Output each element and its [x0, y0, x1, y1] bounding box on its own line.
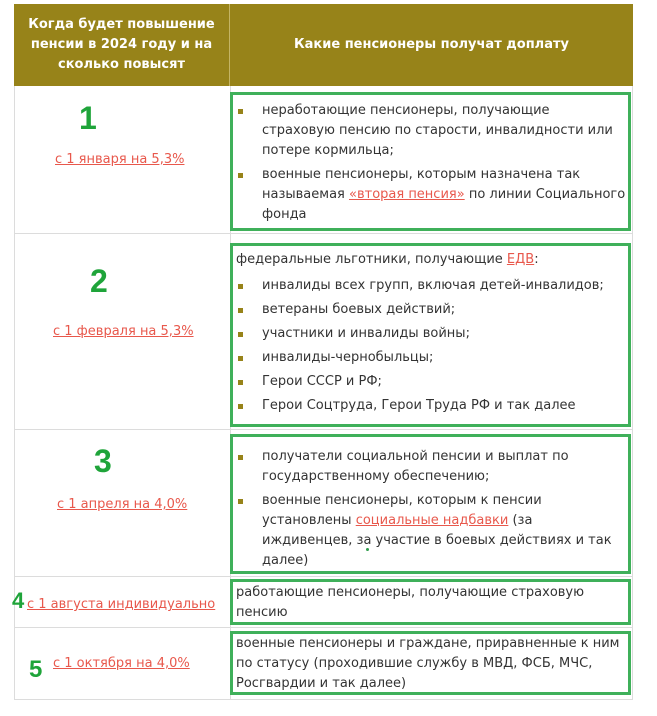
row-number: 3 — [94, 443, 112, 479]
list-item: неработающие пенсионеры, получающие страховую пенсию по старости, инвалидности или потере кормильца; — [236, 101, 626, 161]
list-item: военные пенсионеры, которым назначена так называемая «вторая пенсия» по линии Социального фонда — [236, 165, 626, 225]
row-content — [236, 250, 626, 416]
list-item: получатели социальной пенсии и выплат по государственному обеспечению; — [236, 447, 626, 487]
edv-link[interactable]: ЕДВ — [506, 252, 535, 267]
row-content — [236, 101, 626, 225]
list-item: военные пенсионеры, которым к пенсии установлены социальные надбавки (за иждивенцев, за участие в боевых действиях и так далее) — [236, 491, 626, 571]
date-link[interactable]: с 1 апреля на 4,0% — [57, 497, 188, 512]
list-item: Герои СССР и РФ; — [236, 372, 626, 392]
list-item: участники и инвалиды войны; — [236, 324, 626, 344]
date-link[interactable]: с 1 февраля на 5,3% — [53, 324, 194, 339]
row-content: работающие пенсионеры, получающие страховую пенсию — [236, 585, 585, 620]
social-allowances-link[interactable]: социальные надбавки — [355, 513, 509, 528]
table-header — [14, 4, 633, 86]
row-content: военные пенсионеры и граждане, приравненные к ним по статусу (проходившие службу в МВД, ФСБ, МЧС, Росгвардии и так далее) — [236, 636, 620, 691]
stray-dot — [366, 548, 369, 551]
list-item: Герои Соцтруда, Герои Труда РФ и так далее — [236, 396, 626, 416]
date-link[interactable]: с 1 января на 5,3% — [55, 152, 185, 167]
row-number: 1 — [79, 100, 97, 136]
intro-text: федеральные льготники, получающие ЕДВ: — [236, 252, 539, 267]
list-item: ветераны боевых действий; — [236, 300, 626, 320]
header-who: Какие пенсионеры получат доплату — [229, 4, 633, 86]
list-item: инвалиды всех групп, включая детей-инвалидов; — [236, 276, 626, 296]
date-link[interactable]: с 1 октября на 4,0% — [53, 656, 190, 671]
second-pension-link[interactable]: «вторая пенсия» — [349, 187, 465, 202]
row-number: 2 — [90, 263, 108, 299]
header-when: Когда будет повышение пенсии в 2024 году и на сколько повысят — [28, 17, 215, 72]
row-content — [236, 447, 626, 571]
date-link[interactable]: с 1 августа индивидуально — [27, 597, 216, 612]
row-number: 5 — [29, 656, 43, 683]
list-item: инвалиды-чернобыльцы; — [236, 348, 626, 368]
row-number: 4 — [12, 588, 25, 613]
